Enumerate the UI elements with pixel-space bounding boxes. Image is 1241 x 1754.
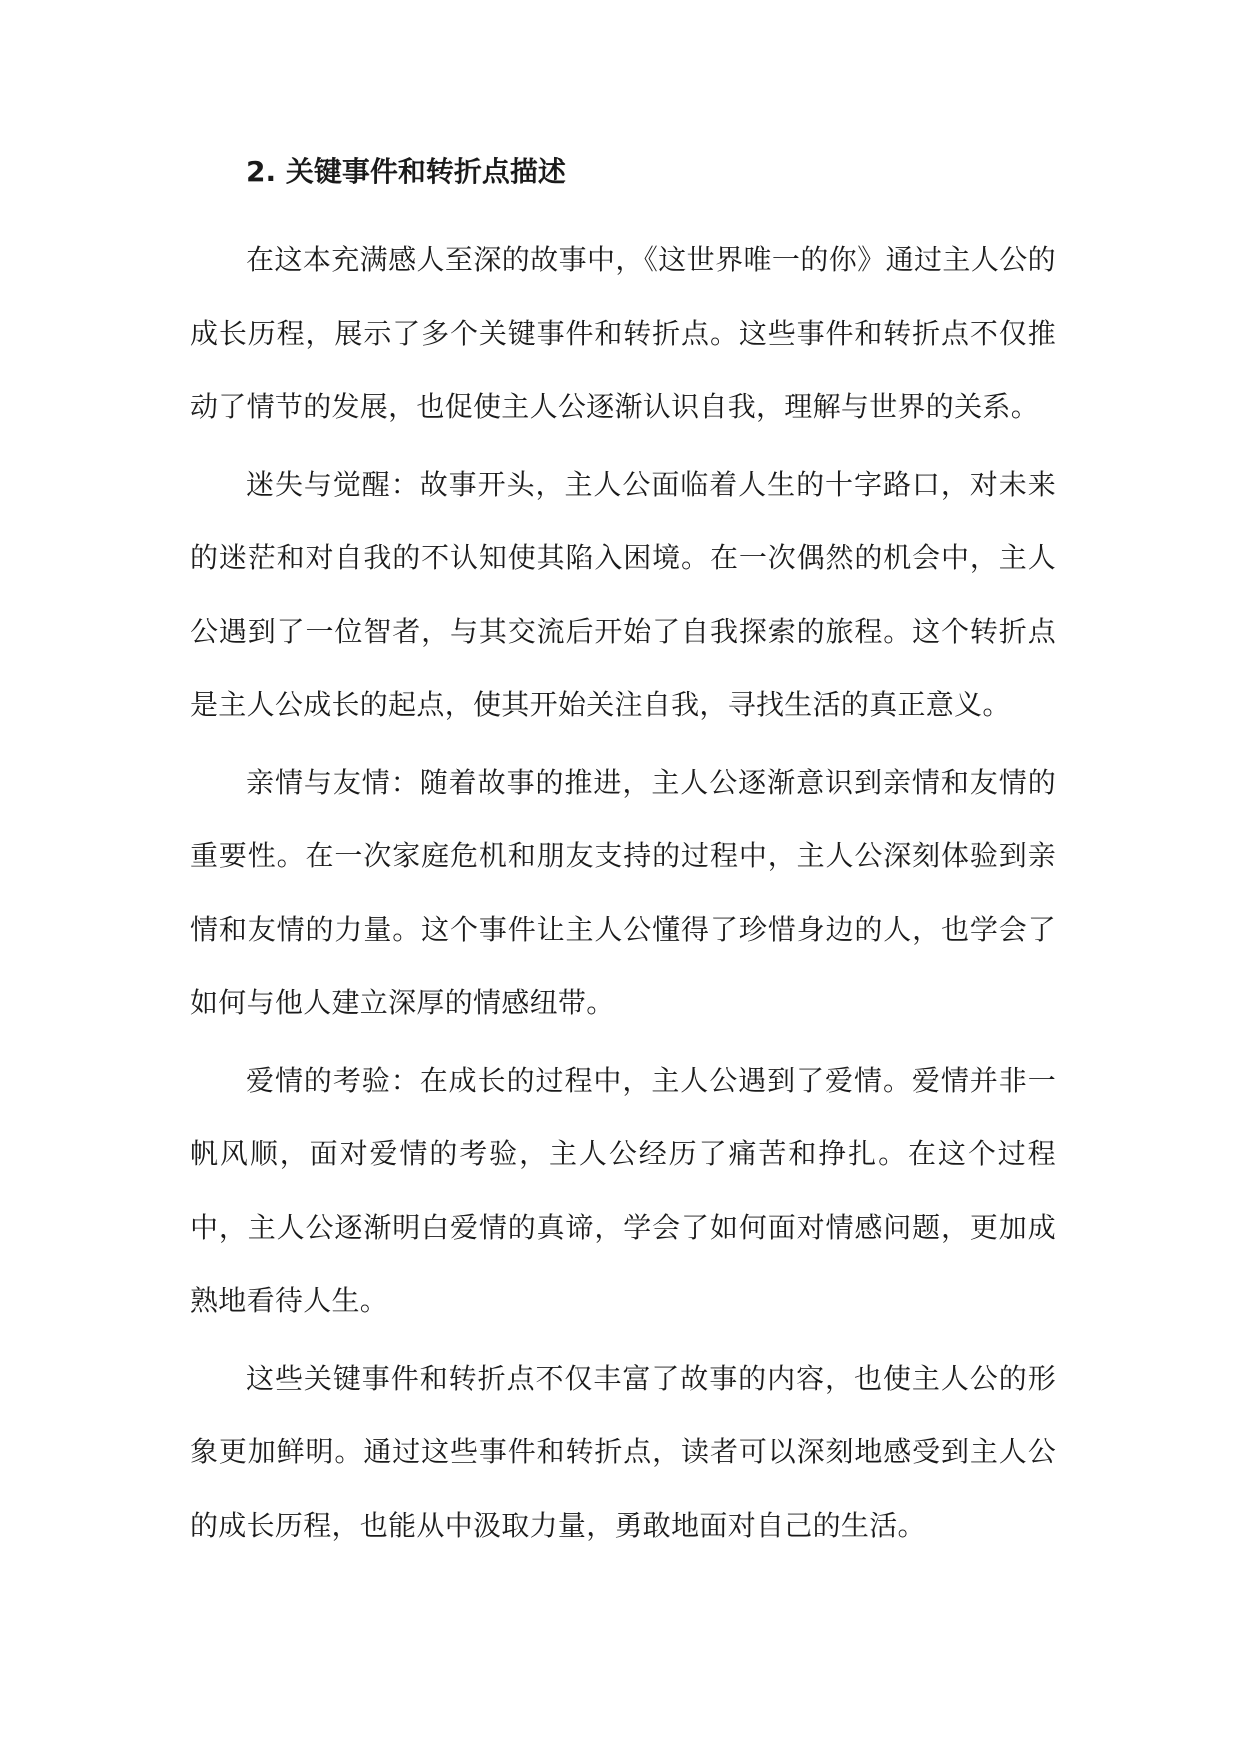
document-body	[190, 150, 1056, 1566]
paragraph-family-and-friendship: 亲情与友情：随着故事的推进，主人公逐渐意识到亲情和友情的重要性。在一次家庭危机和朋友支持的过程中，主人公深刻体验到亲情和友情的力量。这个事件让主人公懂得了珍惜身边的人，也学会了如何与他人建立深厚的情感纽带。	[190, 765, 1056, 1019]
section-heading: 2. 关键事件和转折点描述	[246, 155, 566, 188]
paragraph-conclusion: 这些关键事件和转折点不仅丰富了故事的内容，也使主人公的形象更加鲜明。通过这些事件和转折点，读者可以深刻地感受到主人公的成长历程，也能从中汲取力量，勇敢地面对自己的生活。	[190, 1361, 1056, 1542]
paragraph-intro: 在这本充满感人至深的故事中，《这世界唯一的你》通过主人公的成长历程，展示了多个关键事件和转折点。这些事件和转折点不仅推动了情节的发展，也促使主人公逐渐认识自我，理解与世界的关系。	[190, 243, 1056, 423]
paragraph-lost-and-awakening: 迷失与觉醒：故事开头，主人公面临着人生的十字路口，对未来的迷茫和对自我的不认知使其陷入困境。在一次偶然的机会中，主人公遇到了一位智者，与其交流后开始了自我探索的旅程。这个转折点是主人公成长的起点，使其开始关注自我，寻找生活的真正意义。	[190, 467, 1056, 721]
paragraph-love-trial: 爱情的考验：在成长的过程中，主人公遇到了爱情。爱情并非一帆风顺，面对爱情的考验，主人公经历了痛苦和挣扎。在这个过程中，主人公逐渐明白爱情的真谛，学会了如何面对情感问题，更加成熟地看待人生。	[190, 1063, 1056, 1317]
